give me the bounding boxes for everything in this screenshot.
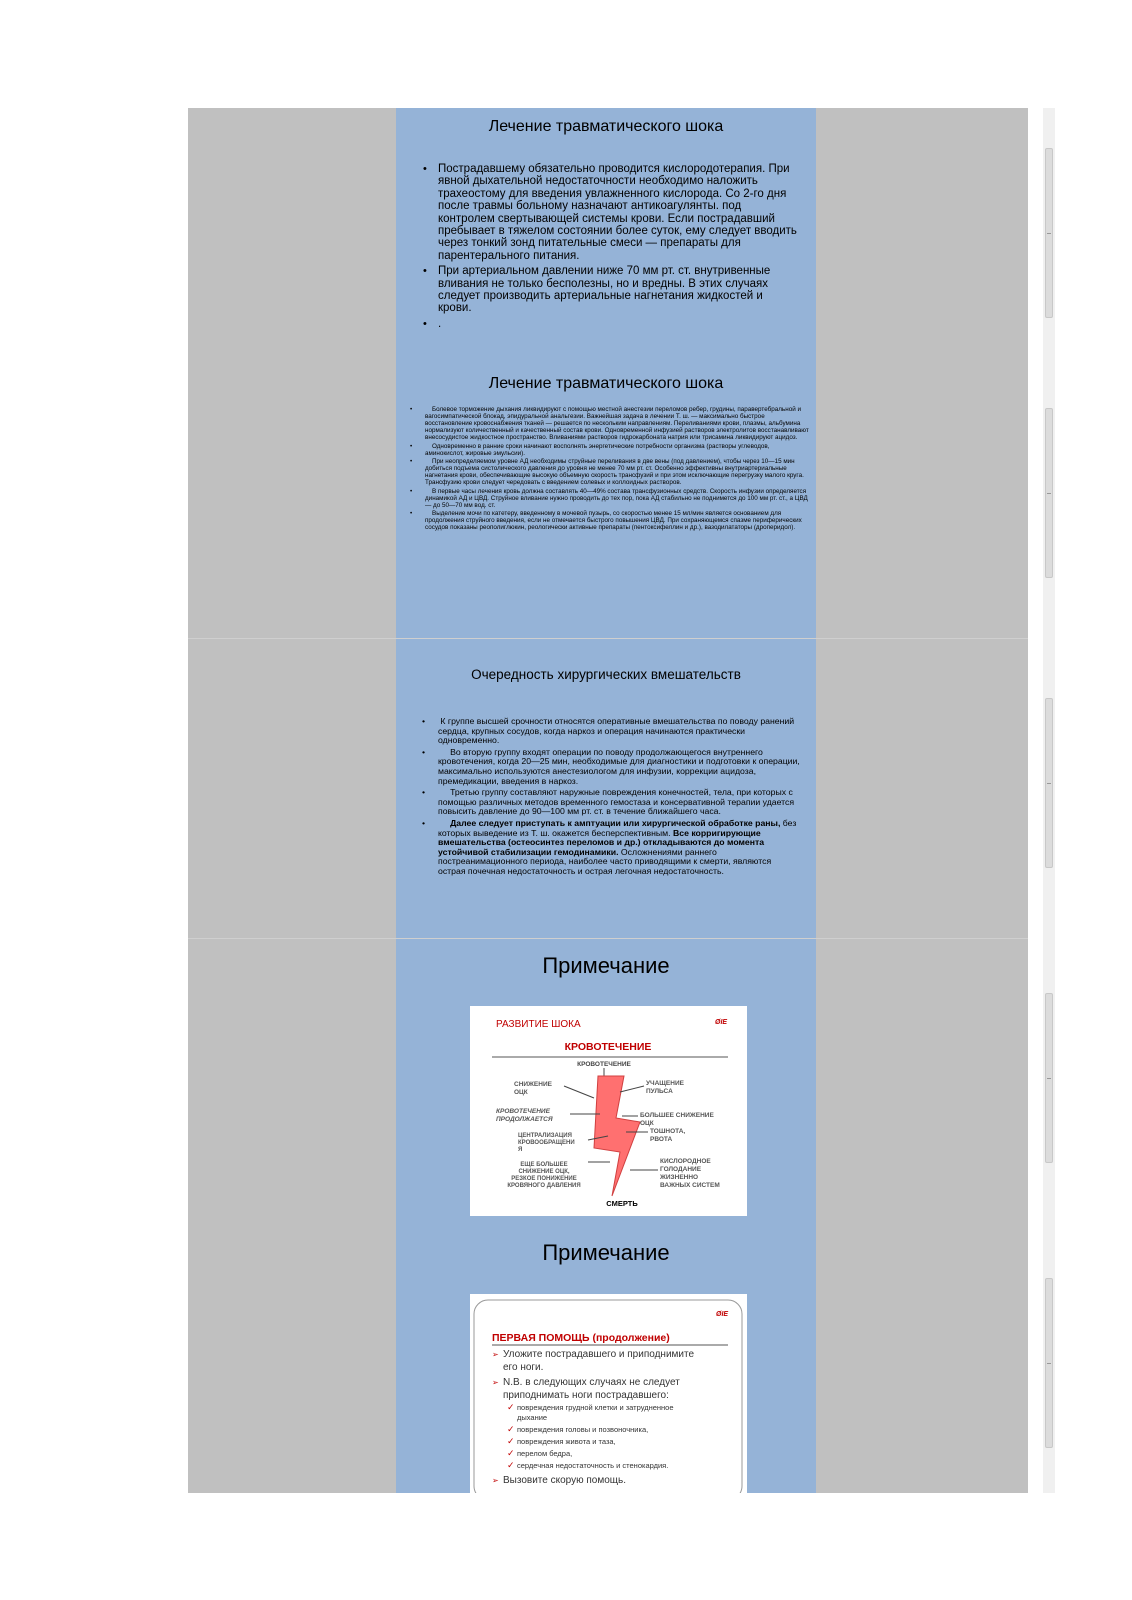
item-text: N.B. в следующих случаях не следует — [503, 1377, 680, 1388]
label-right: БОЛЬШЕЕ СНИЖЕНИЕ — [640, 1112, 714, 1119]
list-item — [438, 717, 800, 746]
scroll-thumb[interactable] — [1045, 1278, 1053, 1448]
label-top: КРОВОТЕЧЕНИЕ — [577, 1061, 631, 1068]
item-text: повреждения головы и позвоночника, — [517, 1425, 649, 1434]
label-right: ЖИЗНЕННО — [660, 1174, 699, 1181]
check-icon: ✓ — [507, 1402, 515, 1412]
list-item: • Пострадавшему обязательно проводится кислородотерапия. При явной дыхательной недостаточности необходимо наложить трахеостому для введения увлажненного кислорода. Со 2-го дня после травмы больному назначают антикоагулянты. под контролем свертывающей системы крови. Если пострадавший пребывает в тяжелом состоянии более суток, ему следует вводить через тонкий зонд питательные смеси — препараты для парентерального питания. — [438, 163, 798, 262]
scroll-thumb[interactable] — [1045, 408, 1053, 578]
grip-mark — [1047, 783, 1051, 784]
label-right: РВОТА — [650, 1136, 673, 1143]
list-item-text: К группе высшей срочности относятся оперативные вмешательства по поводу ранений сердца, крупных сосудов, когда наркоз и операция начинаются практически одновременно. — [438, 716, 795, 746]
list-item — [438, 819, 800, 877]
list-item-text: Во вторую группу входят операции по поводу продолжающегося внутреннего кровотечения, когда 20—25 мин, необходимые для диагностики и подготовки к операции, максимально используются анестезиологом для инфузии, коррекции ацидоза, премедикации, введения в наркоз. — [438, 746, 800, 786]
scroll-thumb[interactable] — [1045, 698, 1053, 868]
list-item-text: Одновременно в ранние сроки начинают восполнять энергетические потребности организма (растворы углеводов, аминокислот, жировые эмульсии). — [425, 442, 770, 457]
label-right: ВАЖНЫХ СИСТЕМ — [660, 1182, 720, 1189]
label-right: ТОШНОТА, — [650, 1128, 686, 1135]
label-left: ЦЕНТРАЛИЗАЦИЯ — [518, 1133, 572, 1139]
check-icon: ✓ — [507, 1436, 515, 1446]
scroll-thumb[interactable] — [1045, 993, 1053, 1163]
check-icon: ✓ — [507, 1448, 515, 1458]
list-item — [425, 458, 809, 486]
list-item: • При артериальном давлении ниже 70 мм рт. ст. внутривенные вливания не только бесполезны, но и вредны. В этих случаях следует производить артериальные нагнетания жидкостей и крови. — [438, 265, 798, 315]
first-aid-image — [470, 1294, 747, 1493]
item-text: его ноги. — [503, 1362, 544, 1373]
label-right: ГОЛОДАНИЕ — [660, 1166, 702, 1173]
label-left: РЕЗКОЕ ПОНИЖЕНИЕ — [511, 1176, 577, 1182]
band-divider — [188, 938, 1028, 939]
item-text: повреждения грудной клетки и затрудненное — [517, 1403, 674, 1412]
label-left: СНИЖЕНИЕ — [514, 1081, 552, 1088]
logo-mark: ØIE — [716, 1311, 729, 1318]
list-item-text: без которых выведение из Т. ш. окажется бесперспективным. — [438, 817, 797, 838]
image-heading: ПЕРВАЯ ПОМОЩЬ (продолжение) — [492, 1332, 670, 1344]
first-aid-slide — [470, 1294, 747, 1493]
label-left: КРОВЯНОГО ДАВЛЕНИЯ — [507, 1183, 581, 1189]
list-item-text: В первые часы лечения кровь должна составлять 40—49% состава трансфузионных средств. Скорость инфузии определяется динамикой АД и ЦВД. Струйное вливание нужно проводить до тех пор, пока АД стабильно не поднимется до 100 мм рт. ст., а ЦВД — до 50—70 мм вод. ст. — [425, 487, 808, 509]
list-item-text: При неопределяемом уровне АД необходимы струйные переливания в две вены (под давлением), чтобы через 10—15 мин добиться подъема систолического давления до уровня не менее 70 мм рт. ст. Особенно эффективны внутриартериальные нагнетания крови, обеспечивающие высокую объемную скорость трансфузий и при этом исключающие перегрузку малого круга. Трансфузию крови следует чередовать с введением солевых и коллоидных растворов. — [425, 458, 804, 486]
note-title: Примечание — [542, 953, 670, 978]
shock-diagram — [470, 1006, 747, 1216]
lightning-bolt — [594, 1076, 640, 1196]
shock-development-image — [470, 1006, 747, 1216]
list-item-text: Третью группу составляют наружные повреждения конечностей, тела, при которых с помощью различных методов временного гемостаза и консервативной терапии удается повысить давление до 90—100 мм рт. ст. в течение ближайшего часа. — [438, 787, 795, 817]
arrow-marker: ➢ — [492, 1476, 499, 1485]
label-right: ПУЛЬСА — [646, 1088, 673, 1095]
slide-2 — [396, 368, 816, 638]
item-text: сердечная недостаточность и стенокардия. — [517, 1461, 669, 1470]
slide-title: Лечение травматического шока — [488, 375, 724, 392]
label-right: КИСЛОРОДНОЕ — [660, 1158, 711, 1165]
label-bottom: СМЕРТЬ — [606, 1199, 638, 1208]
slide-1 — [396, 108, 816, 368]
list-item — [425, 510, 809, 531]
label-left: КРОВООБРАЩЕНИ — [518, 1140, 575, 1146]
item-text: Уложите пострадавшего и приподнимите — [503, 1349, 695, 1360]
image-heading: КРОВОТЕЧЕНИЕ — [564, 1041, 652, 1053]
label-left: СНИЖЕНИЕ ОЦК, — [518, 1169, 570, 1175]
arrow-marker: ➢ — [492, 1350, 499, 1359]
list-item: • . — [438, 318, 798, 330]
label-left: Я — [518, 1147, 523, 1153]
list-item-text: Выделение мочи по катетеру, введенному в мочевой пузырь, со скоростью менее 15 мл/мин является основанием для продолжения струйного введения, если не отмечается быстрого повышения ЦВД. При сохраняющемся спазме периферических сосудов показаны реополиглюкин, реологически активные препараты (пентоксифеллин и др.), вазодилататоры (дроперидол). — [425, 510, 802, 531]
grip-mark — [1047, 1078, 1051, 1079]
item-text: дыхание — [517, 1413, 548, 1422]
item-text: перелом бедра, — [517, 1449, 573, 1458]
bullet-list — [425, 406, 809, 533]
bold-text: Далее следует приступать к амптуации или хирургической обработке раны, — [450, 817, 781, 828]
list-item — [425, 406, 809, 441]
document-viewer — [188, 108, 1028, 1493]
arrow-line — [564, 1086, 594, 1098]
label-left: ПРОДОЛЖАЕТСЯ — [496, 1116, 553, 1123]
arrow-marker: ➢ — [492, 1378, 499, 1387]
slide-title: Очередность хирургических вмешательств — [471, 667, 741, 682]
list-item-text: Болевое торможение дыхания ликвидируют с помощью местной анестезии переломов ребер, грудины, паравертебральной и вагосимпатической блокад, эпидуральной анальгезии. Важнейшая задача в лечении Т. ш. — максимально быстрое восстановление кровоснабжения тканей — решается по нескольким направлениям. Переливаниями крови, плазмы, альбумина нормализуют количественный и качественный состав крови. Одновременной инфузией растворов электролитов восстанавливают внесосудистое жидкостное пространство. Вливаниями растворов гидрокарбоната натрия или трисамина ликвидируют ацидоз. — [425, 406, 809, 441]
check-icon: ✓ — [507, 1460, 515, 1470]
label-left: КРОВОТЕЧЕНИЕ — [496, 1108, 550, 1115]
bold-text: Все корригирующие вмешательства (остеосинтез переломов и др.) откладываются до момента устойчивой стабилизации гемодинамики. — [438, 827, 765, 857]
list-item — [438, 748, 800, 786]
arrow-line — [620, 1086, 644, 1092]
list-item-text: Осложнениями раннего постреанимационного периода, наиболее часто приводящими к смерти, являются острая почечная недостаточность и острая легочная недостаточность. — [438, 846, 772, 876]
image-header: РАЗВИТИЕ ШОКА — [496, 1019, 581, 1030]
scroll-thumb[interactable] — [1045, 148, 1053, 318]
item-text: повреждения живота и таза, — [517, 1437, 616, 1446]
label-left: ОЦК — [514, 1089, 528, 1096]
slide-3 — [396, 639, 816, 938]
logo-mark: ØIE — [715, 1019, 728, 1026]
vertical-scrollbar[interactable] — [1043, 108, 1055, 1493]
grip-mark — [1047, 493, 1051, 494]
label-right: ОЦК — [640, 1120, 654, 1127]
slide-title: Лечение травматического шока — [488, 118, 724, 135]
label-right: УЧАЩЕНИЕ — [646, 1080, 684, 1087]
label-left: ЕЩЕ БОЛЬШЕЕ — [520, 1162, 568, 1168]
grip-mark — [1047, 233, 1051, 234]
list-item — [425, 488, 809, 509]
list-item — [425, 443, 809, 457]
check-icon: ✓ — [507, 1424, 515, 1434]
item-text: Вызовите скорую помощь. — [503, 1475, 627, 1486]
bullet-list — [438, 163, 798, 333]
list-item — [438, 788, 800, 817]
grip-mark — [1047, 1363, 1051, 1364]
note-title: Примечание — [542, 1240, 670, 1265]
bullet-list — [438, 717, 800, 879]
item-text: приподнимать ноги пострадавшего: — [503, 1390, 669, 1401]
